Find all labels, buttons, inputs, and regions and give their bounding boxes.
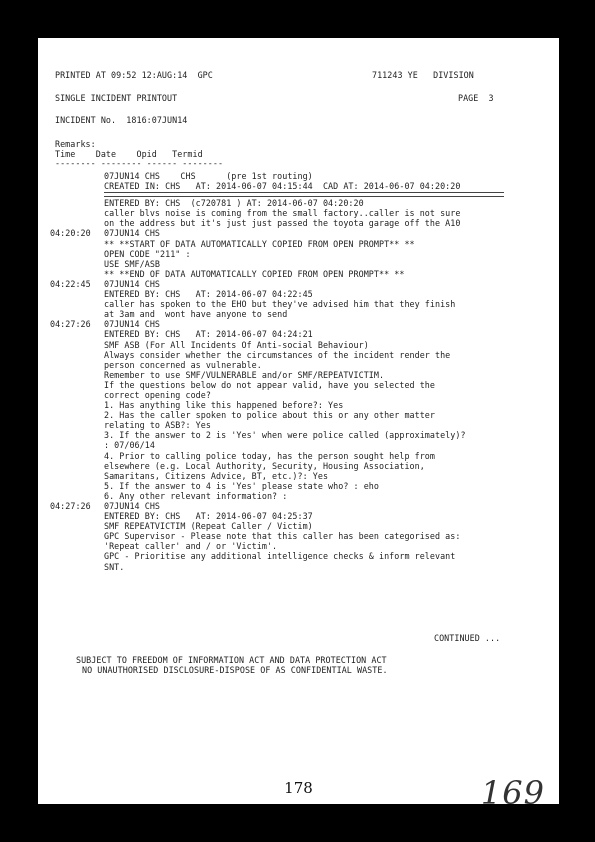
double-rule-separator (104, 192, 504, 197)
log-text: 07JUN14 CHS (104, 319, 161, 330)
log-line (55, 380, 555, 390)
log-line (50, 228, 555, 239)
log-text: at 3am and wont have anyone to send (104, 309, 288, 320)
log-line (55, 471, 555, 481)
log-text: on the address but it's just just passed the toyota garage off the A10 (104, 218, 461, 229)
log-text: SMF REPEATVICTIM (Repeat Caller / Victim) (104, 521, 313, 532)
continued-label: CONTINUED ... (434, 633, 501, 643)
document-page (38, 38, 559, 812)
log-line (55, 269, 555, 279)
log-line (55, 208, 555, 218)
log-line (55, 259, 555, 269)
log-time: 04:22:45 (50, 278, 91, 289)
log-text: relating to ASB?: Yes (104, 420, 211, 431)
log-text: caller has spoken to the EHO but they've advised him that they finish (104, 299, 456, 310)
log-text: ENTERED BY: CHS (c720781 ) AT: 2014-06-07 04:20:20 (104, 198, 364, 209)
log-text: 5. If the answer to 4 is 'Yes' please state who? : eho (104, 480, 379, 491)
log-line (50, 319, 555, 330)
log-line (55, 521, 555, 531)
log-line (55, 249, 555, 259)
log-text: 6. Any other relevant information? : (104, 490, 288, 501)
printout-title: SINGLE INCIDENT PRINTOUT (55, 93, 178, 103)
log-text: SMF ASB (For All Incidents Of Anti-social Behaviour) (104, 339, 369, 350)
log-line (50, 501, 555, 511)
log-text: 4. Prior to calling police today, has the person sought help from (104, 450, 435, 461)
log-line (55, 198, 555, 208)
incident-number: INCIDENT No. 1816:07JUN14 (55, 115, 188, 125)
page-number: 178 (284, 779, 313, 797)
log-line (55, 171, 555, 181)
log-text: person concerned as vulnerable. (104, 359, 262, 370)
remarks-label: Remarks: (55, 139, 96, 149)
log-line (55, 289, 555, 299)
log-line (55, 299, 555, 309)
log-line (55, 481, 555, 491)
log-line (55, 239, 555, 249)
log-line (55, 350, 555, 360)
log-time: 04:27:26 (50, 501, 91, 511)
log-text: CREATED IN: CHS AT: 2014-06-07 04:15:44 CAD AT: 2014-06-07 04:20:20 (104, 181, 461, 192)
log-line (55, 511, 555, 521)
column-separator: -------- -------- ------ -------- (55, 158, 224, 168)
log-line (55, 390, 555, 400)
log-text: 1. Has anything like this happened before?: Yes (104, 400, 344, 411)
log-time: 04:20:20 (50, 228, 91, 239)
log-text: Remember to use SMF/VULNERABLE and/or SMF/REPEATVICTIM. (104, 369, 385, 380)
log-text: USE SMF/ASB (104, 258, 161, 269)
log-text: Samaritans, Citizens Advice, BT, etc.)?: Yes (104, 470, 329, 481)
log-text: 07JUN14 CHS CHS (pre 1st routing) (104, 171, 313, 181)
log-text: 07JUN14 CHS (104, 501, 161, 511)
log-line (55, 562, 555, 572)
log-text: elsewhere (e.g. Local Authority, Security, Housing Association, (104, 460, 425, 471)
foi-notice-line2: NO UNAUTHORISED DISCLOSURE-DISPOSE OF AS CONFIDENTIAL WASTE. (82, 665, 388, 675)
page-label: PAGE 3 (458, 93, 494, 103)
log-line (55, 309, 555, 319)
log-text: 'Repeat caller' and / or 'Victim'. (104, 541, 278, 552)
log-text: Always consider whether the circumstances of the incident render the (104, 349, 451, 360)
log-line (55, 218, 555, 228)
log-line (55, 191, 555, 198)
log-text: SNT. (104, 561, 125, 572)
log-text: If the questions below do not appear valid, have you selected the (104, 379, 435, 390)
log-line (55, 400, 555, 410)
log-text: ** **START OF DATA AUTOMATICALLY COPIED FROM OPEN PROMPT** ** (104, 238, 415, 249)
log-text: correct opening code? (104, 389, 211, 400)
log-text: GPC Supervisor - Please note that this caller has been categorised as: (104, 531, 461, 542)
remarks-log (50, 171, 555, 572)
log-line (55, 451, 555, 461)
log-line (55, 420, 555, 430)
log-line (55, 181, 555, 191)
log-line (55, 491, 555, 501)
handwritten-folio-number: 169 (480, 774, 545, 812)
log-line (55, 551, 555, 561)
log-line (55, 329, 555, 339)
log-text: 07JUN14 CHS (104, 278, 161, 289)
log-line (55, 360, 555, 370)
log-line (55, 370, 555, 380)
log-line (55, 440, 555, 450)
log-text: caller blvs noise is coming from the small factory..caller is not sure (104, 208, 461, 219)
foi-notice-line1: SUBJECT TO FREEDOM OF INFORMATION ACT AND DATA PROTECTION ACT (76, 655, 387, 665)
reference-division: 711243 YE DIVISION (372, 70, 474, 80)
log-text: ENTERED BY: CHS AT: 2014-06-07 04:24:21 (104, 329, 313, 340)
log-line (55, 410, 555, 420)
log-line (55, 541, 555, 551)
log-text: 07JUN14 CHS (104, 228, 161, 239)
log-text: ENTERED BY: CHS AT: 2014-06-07 04:22:45 (104, 289, 313, 300)
log-line (50, 278, 555, 289)
column-headers: Time Date Opid Termid (55, 149, 203, 159)
log-text: : 07/06/14 (104, 440, 155, 451)
log-line (55, 461, 555, 471)
log-text: 2. Has the caller spoken to police about this or any other matter (104, 410, 435, 421)
log-text: GPC - Prioritise any additional intelligence checks & inform relevant (104, 551, 456, 562)
log-text: OPEN CODE "211" : (104, 248, 191, 259)
log-line (55, 430, 555, 440)
log-text: 3. If the answer to 2 is 'Yes' when were police called (approximately)? (104, 430, 466, 441)
log-text: ENTERED BY: CHS AT: 2014-06-07 04:25:37 (104, 511, 313, 522)
log-time: 04:27:26 (50, 319, 91, 330)
log-line (55, 340, 555, 350)
log-text: ** **END OF DATA AUTOMATICALLY COPIED FROM OPEN PROMPT** ** (104, 268, 405, 279)
printed-at-line: PRINTED AT 09:52 12:AUG:14 GPC (55, 70, 213, 80)
log-line (55, 531, 555, 541)
